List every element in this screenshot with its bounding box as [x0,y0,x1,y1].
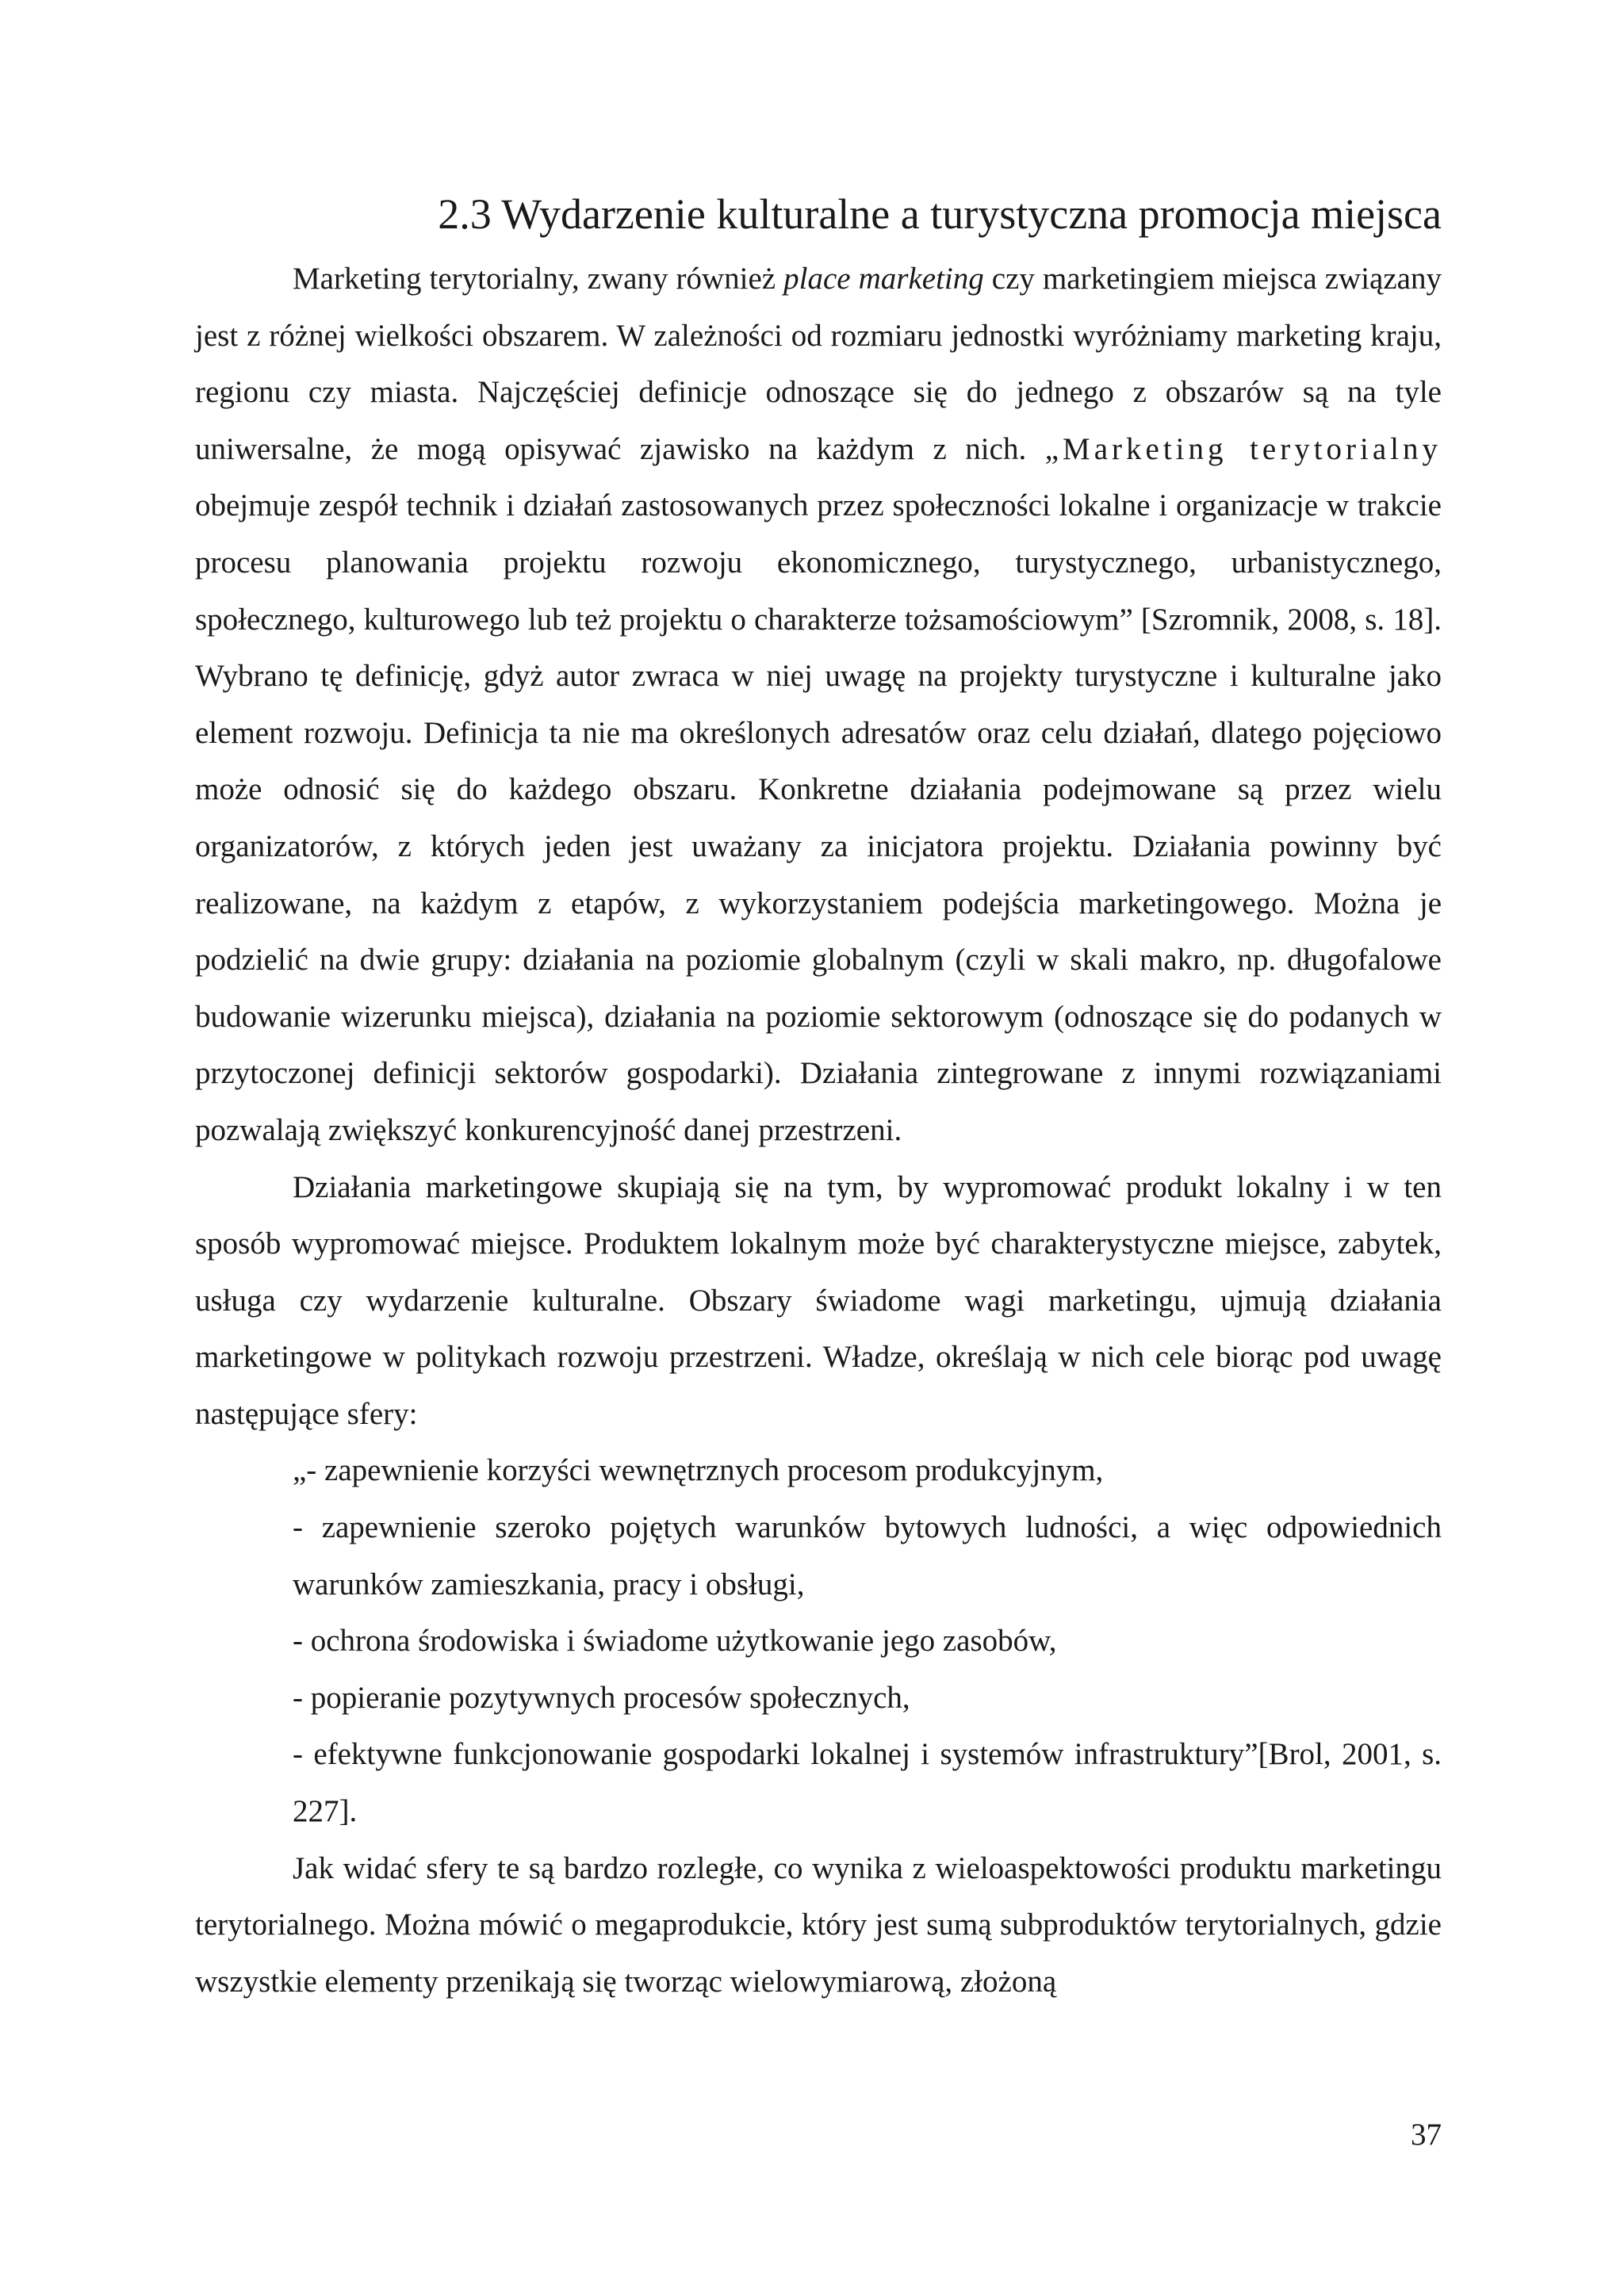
paragraph-2: Działania marketingowe skupiają się na tym, by wypromować produkt lokalny i w ten sposób wypromować miejsce. Produktem lokalnym może być charakterystyczne miejsce, zabytek, usługa czy wydarzenie kulturalne. Obszary świadome wagi marketingu, ujmują działania marketingowe w politykach rozwoju przestrzeni. Władze, określają w nich cele biorąc pod uwagę następujące sfery: [195,1169,1442,1431]
list-item: - ochrona środowiska i świadome użytkowanie jego zasobów, [293,1624,1057,1659]
paragraph-1-italic-term: place marketing [783,262,984,296]
spheres-list [195,1442,1442,1839]
page-number: 37 [1411,2118,1442,2152]
paragraph-1-spaced-term: „Marketing terytorialny [1044,431,1442,466]
page-content [195,182,1442,2010]
list-item: - zapewnienie szeroko pojętych warunków bytowych ludności, a więc odpowiednich warunków zamieszkania, pracy i obsługi, [293,1510,1442,1601]
list-item: - efektywne funkcjonowanie gospodarki lokalnej i systemów infrastruktury”[Brol, 2001, s. 227]. [293,1737,1442,1829]
paragraph-3: Jak widać sfery te są bardzo rozległe, co wynika z wieloaspektowości produktu marketingu terytorialnego. Można mówić o megaprodukcie, który jest sumą subproduktów terytorialnych, gdzie wszystkie elementy przenikają się tworząc wielowymiarową, złożoną [195,1850,1442,1999]
paragraph-1-text-c: obejmuje zespół technik i działań zastosowanych przez społeczności lokalne i organizacje w trakcie procesu planowania projektu rozwoju ekonomicznego, turystycznego, urbanistycznego, społecznego, kulturowego lub też projektu o charakterze tożsamościowym” [Szromnik, 2008, s. 18]. Wybrano tę definicję, gdyż autor zwraca w niej uwagę na projekty turystyczne i kulturalne jako element rozwoju. Definicja ta nie ma określonych adresatów oraz celu działań, dlatego pojęciowo może odnosić się do każdego obszaru. Konkretne działania podejmowane są przez wielu organizatorów, z których jeden jest uważany za inicjatora projektu. Działania powinny być realizowane, na każdym z etapów, z wykorzystaniem podejścia marketingowego. Można je podzielić na dwie grupy: działania na poziomie globalnym (czyli w skali makro, np. długofalowe budowanie wizerunku miejsca), działania na poziomie sektorowym (odnoszące się do podanych w przytoczonej definicji sektorów gospodarki). Działania zintegrowane z innymi rozwiązaniami pozwalają zwiększyć konkurencyjność danej przestrzeni. [195,488,1442,1147]
paragraph-1-text-b: czy marketingiem miejsca związany jest z różnej wielkości obszarem. W zależności od rozmiaru jednostki wyróżniamy marketing kraju, regionu czy miasta. Najczęściej definicje odnoszące się do jednego z obszarów są na tyle uniwersalne, że mogą opisywać zjawisko na każdym z nich. [195,262,1442,466]
section-heading: 2.3 Wydarzenie kulturalne a turystyczna promocja miejsca [438,190,1442,238]
paragraph-1-text-a: Marketing terytorialny, zwany również [293,262,784,296]
paragraph-1 [195,251,1442,1159]
list-item: „- zapewnienie korzyści wewnętrznych procesom produkcyjnym, [293,1453,1104,1488]
list-item: - popieranie pozytywnych procesów społecznych, [293,1680,910,1715]
